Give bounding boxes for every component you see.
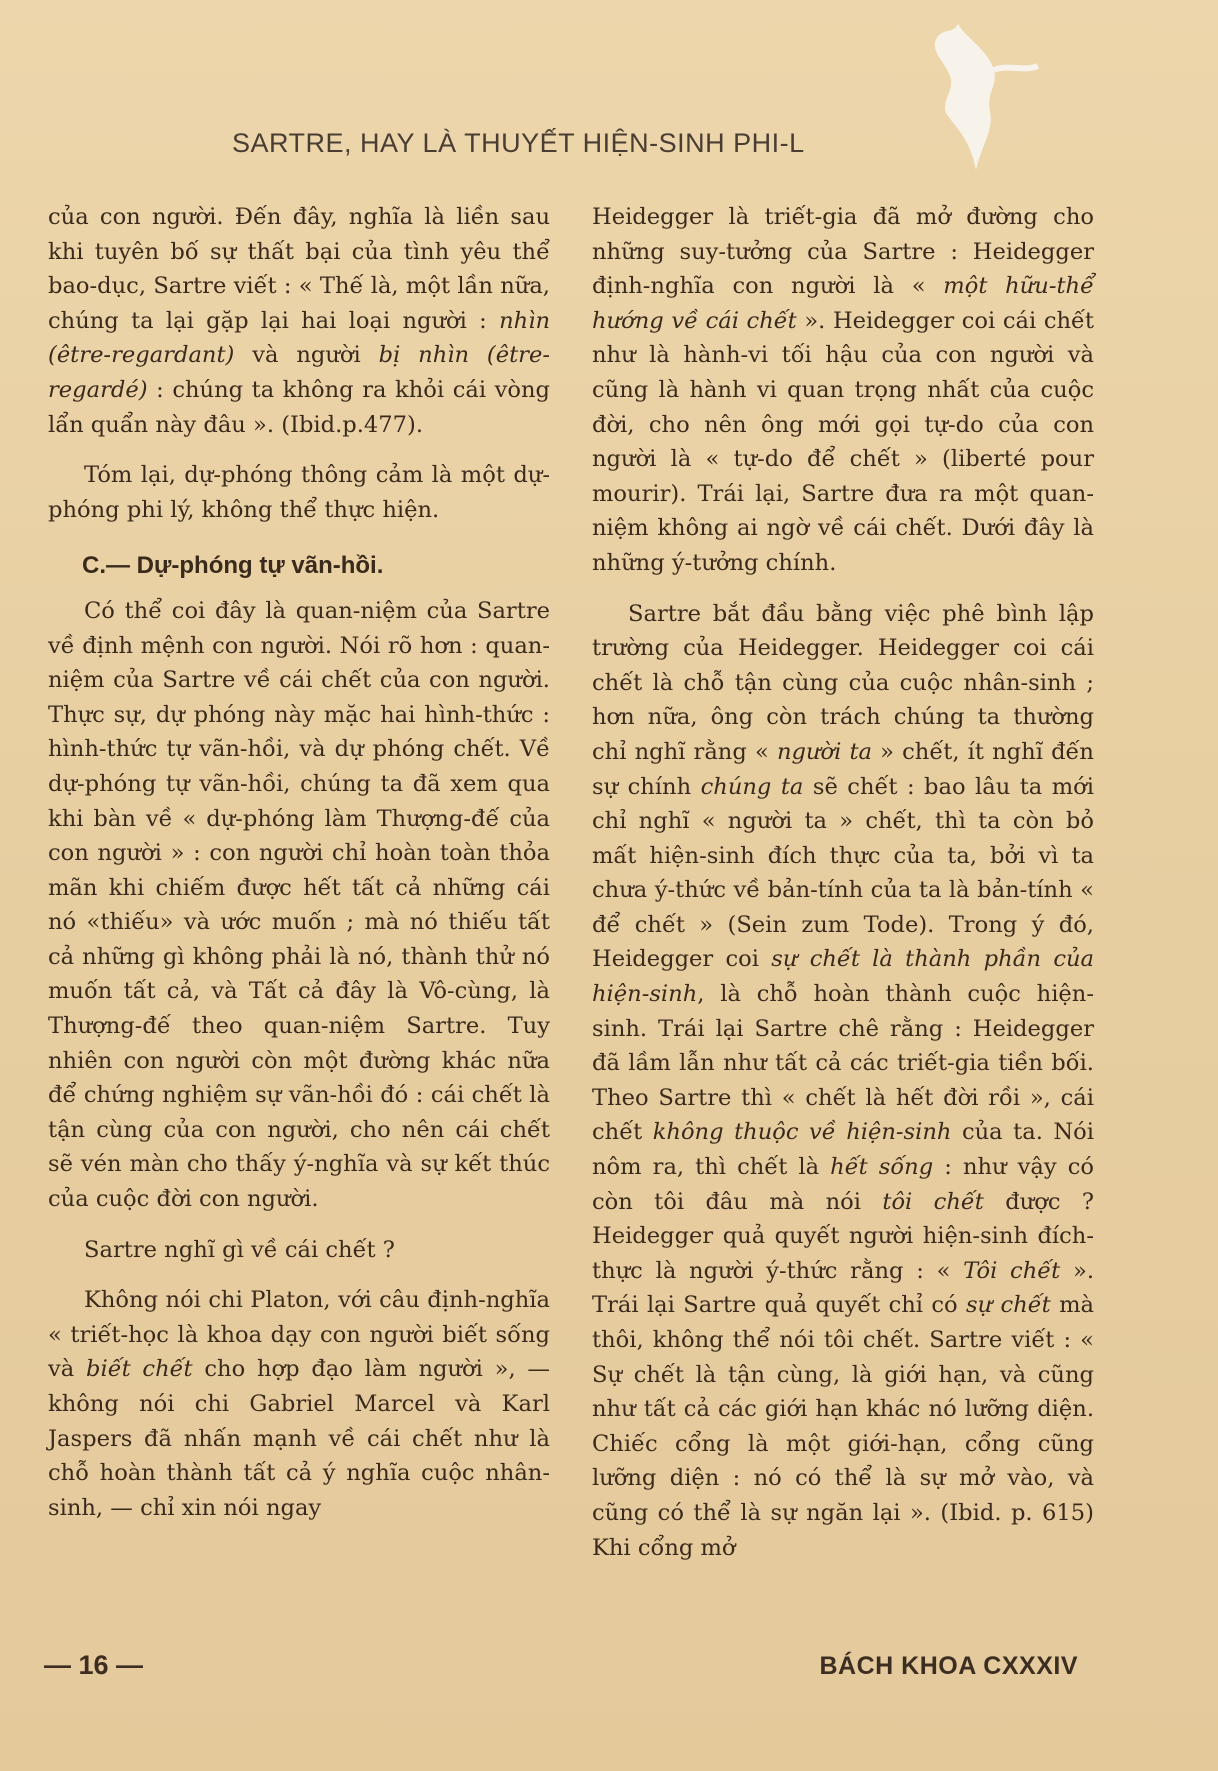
paragraph: Không nói chi Platon, với câu định-nghĩa « triết-học là khoa dạy con người biết sống và biết chết cho hợp đạo làm người », — không nói chi Gabriel Marcel và Karl Jaspers đã nhấn mạnh về cái chết như là chỗ hoàn thành tất cả ý nghĩa cuộc nhân-sinh, — chỉ xin nói ngay (48, 1287, 550, 1521)
paragraph: Có thể coi đây là quan-niệm của Sartre về định mệnh con người. Nói rõ hơn : quan-niệm của Sartre về cái chết của con người. Thực sự, dự phóng này mặc hai hình-thức : hình-thức tự vãn-hồi, và dự phóng chết. Về dự-phóng tự vãn-hồi, chúng ta đã xem qua khi bàn về « dự-phóng làm Thượng-đế của con người » : con người chỉ hoàn toàn thỏa mãn khi chiếm được hết tất cả những cái nó «thiếu» và ước muốn ; mà nó thiếu tất cả những gì không phải là nó, thành thử nó muốn tất cả, và Tất cả đây là Vô-cùng, là Thượng-đế theo quan-niệm Sartre. Tuy nhiên con người còn một đường khác nữa để chứng nghiệm sự vãn-hồi đó : cái chết là tận cùng của con người, cho nên cái chết sẽ vén màn cho thấy ý-nghĩa và sự kết thúc của cuộc đời con người. (48, 597, 550, 1213)
section-heading: C.— Dự-phóng tự vãn-hồi. (82, 552, 384, 580)
left-column (48, 200, 550, 1525)
paragraph: Tóm lại, dự-phóng thông cảm là một dự-phóng phi lý, không thể thực hiện. (48, 462, 550, 523)
journal-footer: BÁCH KHOA CXXXIV (819, 1652, 1078, 1680)
paragraph: của con người. Đến đây, nghĩa là liền sau khi tuyên bố sự thất bại của tình yêu thể bao-dục, Sartre viết : « Thế là, một lần nữa, chúng ta lại gặp lại hai loại người : nhìn (être-regardant) và người bị nhìn (être-regardé) : chúng ta không ra khỏi cái vòng lẩn quẩn này đâu ». (Ibid.p.477). (48, 204, 550, 438)
paragraph: Heidegger là triết-gia đã mở đường cho những suy-tưởng của Sartre : Heidegger định-nghĩa con người là « một hữu-thể hướng về cái chết ». Heidegger coi cái chết như là hành-vi tối hậu của con người và cũng là hành vi quan trọng nhất của cuộc đời, cho nên ông mới gọi tự-do của con người là « tự-do để chết » (liberté pour mourir). Trái lại, Sartre đưa ra một quan-niệm không ai ngờ về cái chết. Dưới đây là những ý-tưởng chính. (592, 204, 1094, 576)
running-head: SARTRE, HAY LÀ THUYẾT HIỆN-SINH PHI-L (232, 128, 805, 158)
paragraph: Sartre nghĩ gì về cái chết ? (84, 1236, 395, 1263)
right-column (592, 200, 1094, 1565)
paragraph: Sartre bắt đầu bằng việc phê bình lập trường của Heidegger. Heidegger coi cái chết là chỗ tận cùng của cuộc nhân-sinh ; hơn nữa, ông còn trách chúng ta thường chỉ nghĩ rằng « người ta » chết, ít nghĩ đến sự chính chúng ta sẽ chết : bao lâu ta mới chỉ nghĩ « người ta » chết, thì ta còn bỏ mất hiện-sinh đích thực của ta, bởi vì ta chưa ý-thức về bản-tính của ta là bản-tính « để chết » (Sein zum Tode). Trong ý đó, Heidegger coi sự chết là thành phần của hiện-sinh, là chỗ hoàn thành cuộc hiện-sinh. Trái lại Sartre chê rằng : Heidegger đã lầm lẫn như tất cả các triết-gia tiền bối. Theo Sartre thì « chết là hết đời rồi », cái chết không thuộc về hiện-sinh của ta. Nói nôm ra, thì chết là hết sống : như vậy có còn tôi đâu mà nói tôi chết được ? Heidegger quả quyết người hiện-sinh đích-thực là người ý-thức rằng : « Tôi chết ». Trái lại Sartre quả quyết chỉ có sự chết mà thôi, không thể nói tôi chết. Sartre viết : « Sự chết là tận cùng, là giới hạn, và cũng như tất cả các giới hạn khác nó lưỡng diện. Chiếc cổng là một giới-hạn, cổng cũng lưỡng diện : nó có thể là sự mở vào, và cũng có thể là sự ngăn lại ». (Ibid. p. 615) Khi cổng mở (592, 600, 1095, 1561)
page-number: — 16 — (44, 1650, 144, 1680)
